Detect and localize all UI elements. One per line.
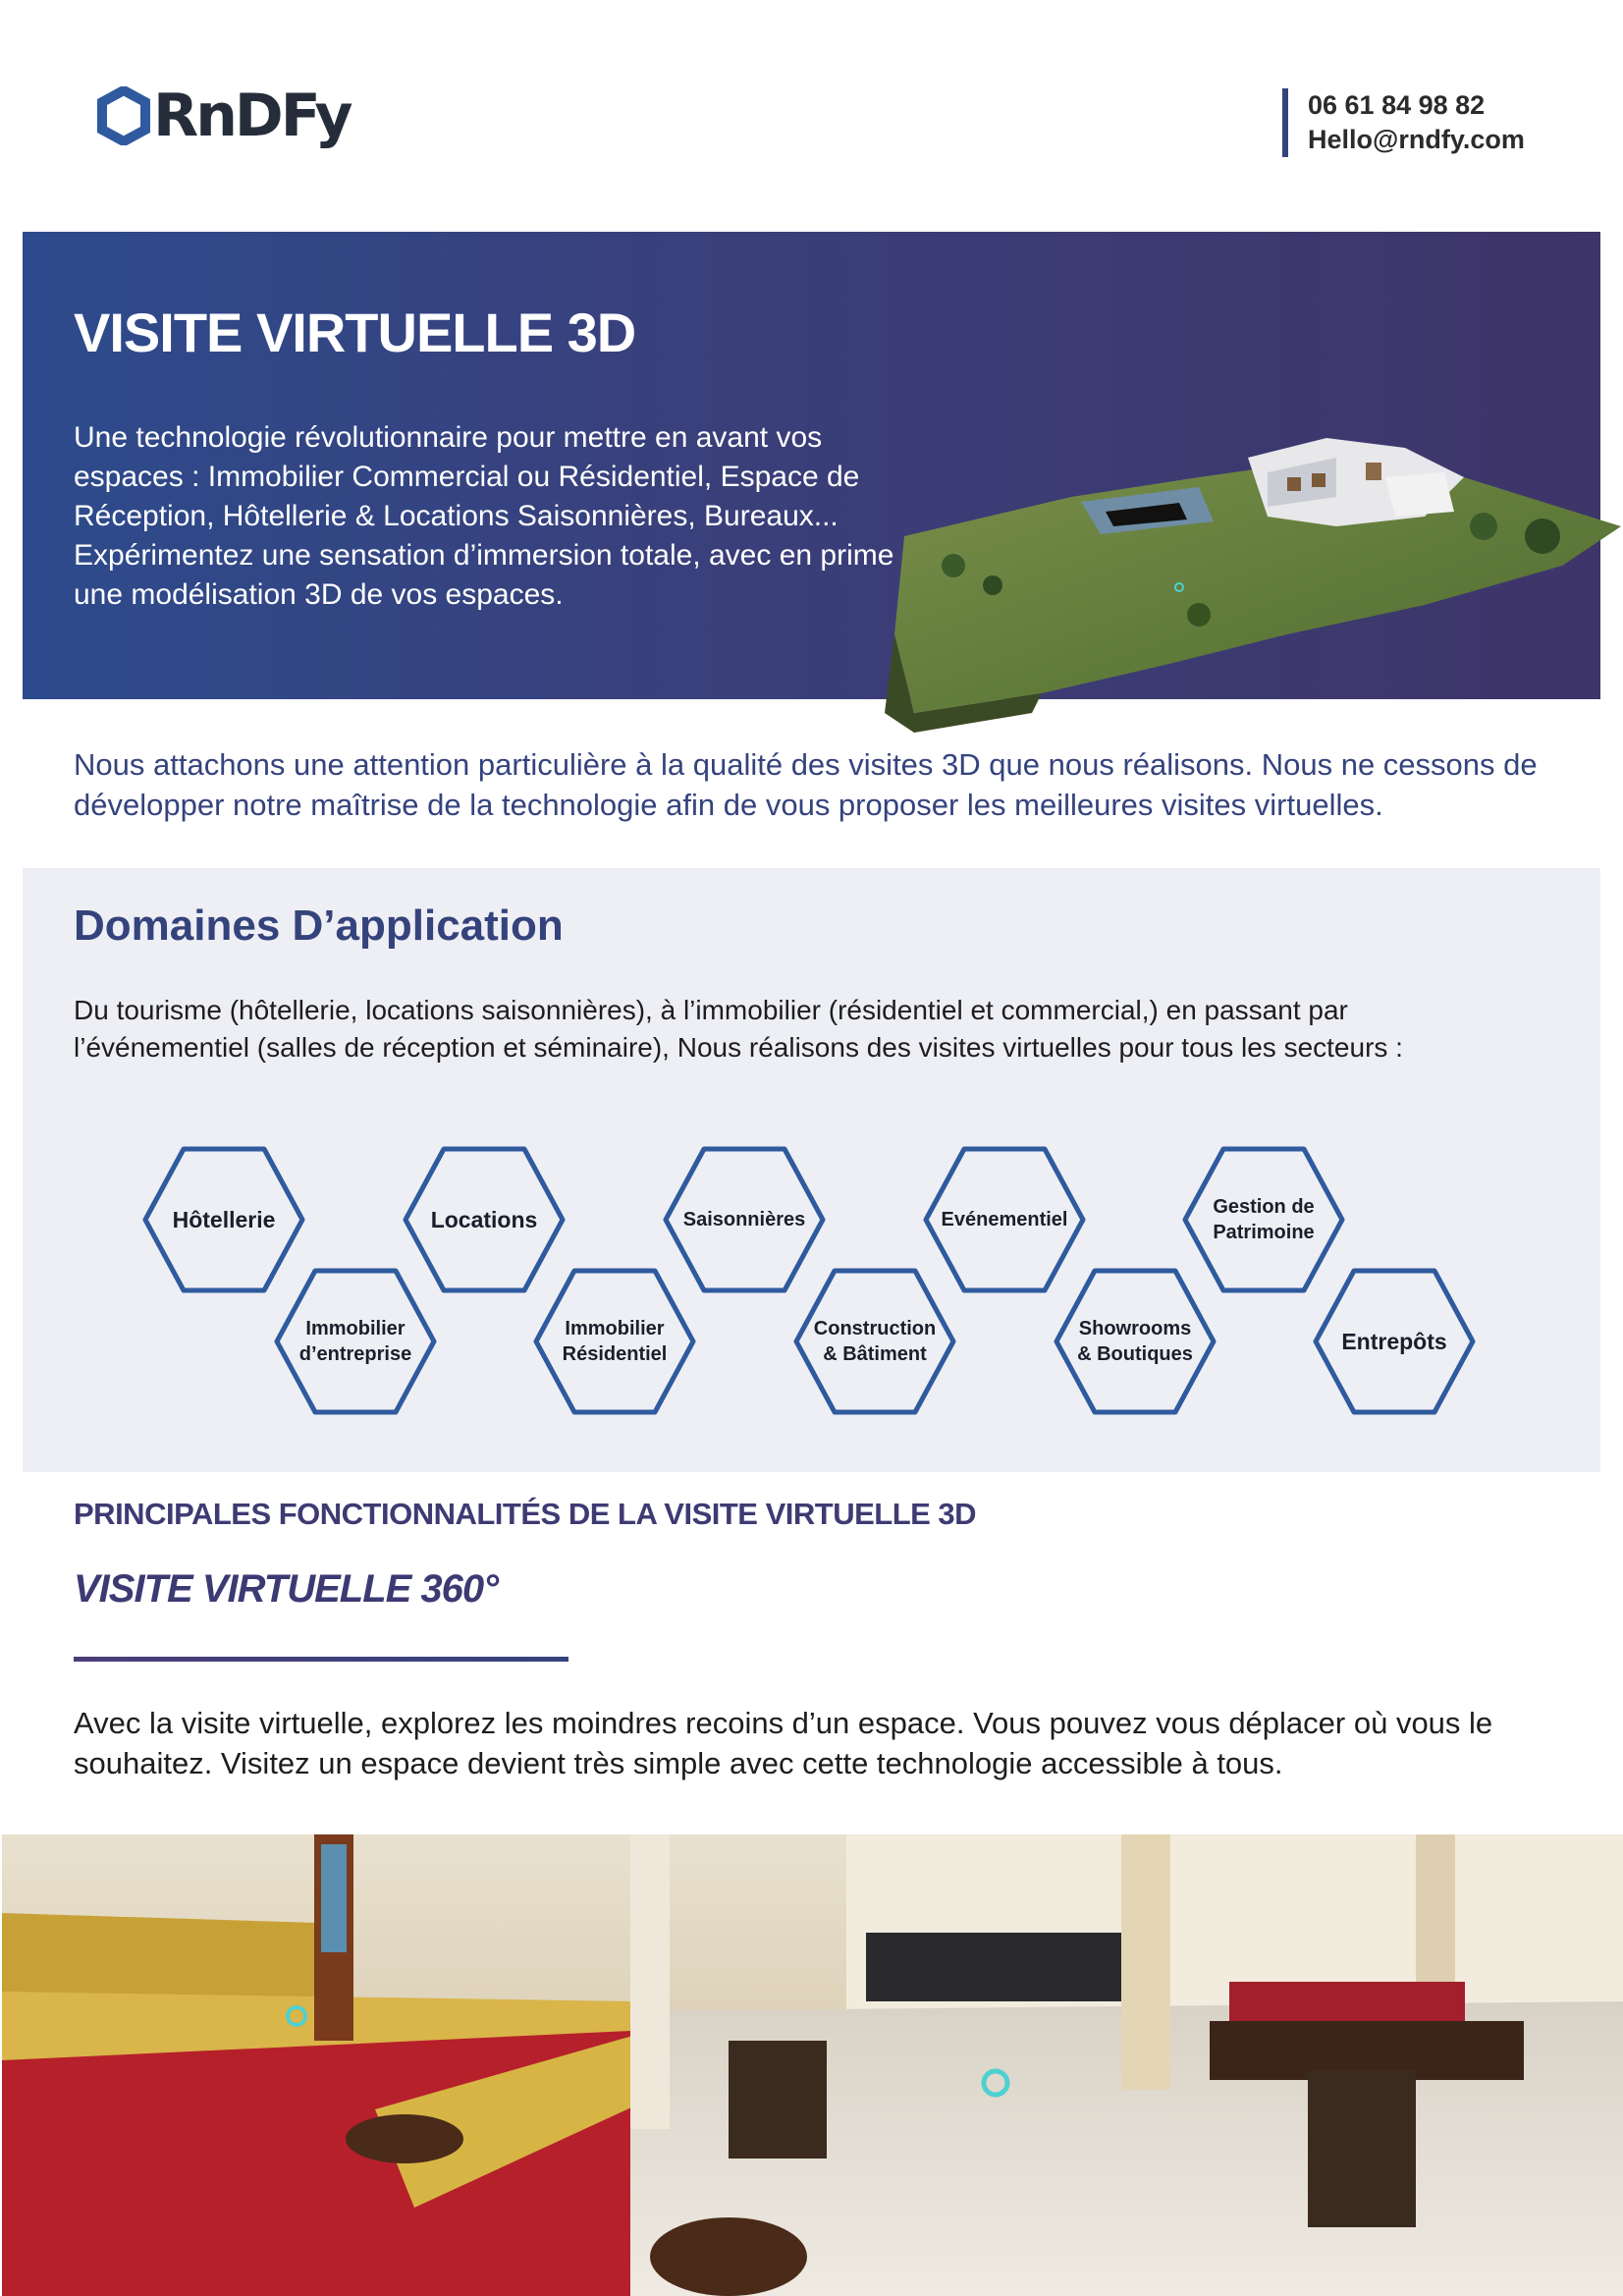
360-interior-photo bbox=[2, 1834, 1623, 2296]
sector-label: Evénementiel bbox=[941, 1209, 1068, 1230]
sector-label: Hôtellerie bbox=[172, 1207, 276, 1232]
logo bbox=[96, 82, 351, 150]
sector-label: Immobilier Résidentiel bbox=[562, 1318, 668, 1365]
contact-block bbox=[1282, 88, 1525, 157]
sector-label: Entrepôts bbox=[1341, 1329, 1447, 1354]
sector-label: Gestion de Patrimoine bbox=[1213, 1196, 1315, 1243]
phone-number[interactable]: 06 61 84 98 82 bbox=[1308, 90, 1486, 120]
logo-hexagon-icon bbox=[96, 86, 151, 145]
features-heading: PRINCIPALES FONCTIONNALITÉS DE LA VISITE VIRTUELLE 3D bbox=[74, 1497, 977, 1531]
features-subheading: VISITE VIRTUELLE 360° bbox=[74, 1567, 499, 1611]
sector-label: Showrooms & Boutiques bbox=[1077, 1318, 1193, 1365]
features-divider bbox=[74, 1657, 568, 1662]
email-address[interactable]: Hello@rndfy.com bbox=[1308, 125, 1525, 154]
3d-house-model-image bbox=[875, 418, 1621, 742]
logo-text: RnDFy bbox=[153, 82, 351, 150]
sector-label: Locations bbox=[430, 1207, 538, 1232]
sector-entrepots bbox=[1313, 1267, 1476, 1416]
features-text: Avec la visite virtuelle, explorez les moindres recoins d’un espace. Vous pouvez vous déplacer où vous le souhaitez. Visitez un espace devient très simple avec cette technologie accessible à tous. bbox=[74, 1706, 1493, 1780]
hero-banner bbox=[23, 232, 1600, 699]
domaines-section bbox=[23, 868, 1600, 1472]
sector-label: Construction & Bâtiment bbox=[813, 1318, 937, 1365]
sector-label: Immobilier d’entreprise bbox=[298, 1318, 412, 1365]
domaines-text: Du tourisme (hôtellerie, locations saisonnières), à l’immobilier (résidentiel et commercial,) en passant par l’événementiel (salles de réception et séminaire), Nous réalisons des visites virtuelles pour tous les secteurs : bbox=[74, 995, 1403, 1063]
domaines-title: Domaines D’application bbox=[74, 902, 564, 950]
intro-paragraph: Nous attachons une attention particulière à la qualité des visites 3D que nous réalisons. Nous ne cessons de développer notre maîtrise de la technologie afin de vous proposer les meilleures visites virtuelles. bbox=[74, 747, 1538, 822]
sector-label: Saisonnières bbox=[682, 1209, 806, 1230]
hero-description: Une technologie révolutionnaire pour mettre en avant vos espaces : Immobilier Commercial ou Résidentiel, Espace de Réception, Hôtellerie & Locations Saisonnières, Bureaux... Expérimentez une sensation d’immersion totale, avec en prime une modélisation 3D de vos espaces. bbox=[74, 421, 894, 611]
hero-title: VISITE VIRTUELLE 3D bbox=[74, 301, 636, 363]
